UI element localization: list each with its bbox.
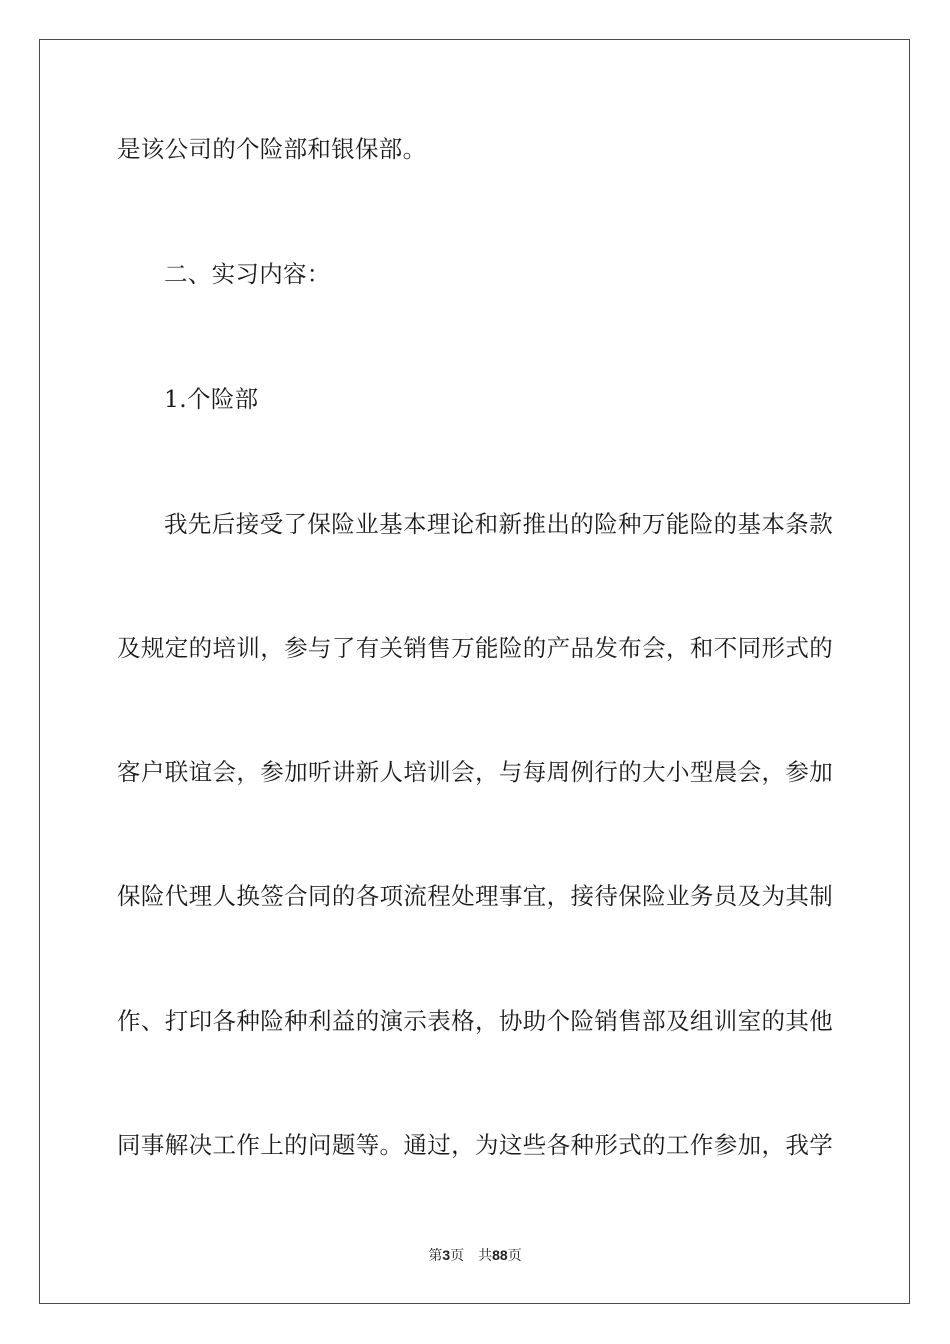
section-heading: 二、实习内容： (164, 260, 331, 288)
footer-page-prefix: 第 (428, 1248, 443, 1264)
paragraph-line: 我先后接受了保险业基本理论和新推出的险种万能险的基本条款 (164, 510, 833, 538)
paragraph-line: 保险代理人换签合同的各项流程处理事宜，接待保险业务员及为其制 (117, 882, 833, 910)
paragraph-line: 及规定的培训，参与了有关销售万能险的产品发布会，和不同形式的 (117, 634, 833, 662)
page-footer (0, 1246, 950, 1265)
paragraph-line: 作、打印各种险种利益的演示表格，协助个险销售部及组训室的其他 (117, 1007, 833, 1035)
footer-total-pages: 88 (492, 1247, 508, 1263)
subsection-heading: 1.个险部 (164, 385, 259, 413)
paragraph-line: 同事解决工作上的问题等。通过，为这些各种形式的工作参加，我学 (117, 1131, 833, 1159)
paragraph-line: 客户联谊会，参加听讲新人培训会，与每周例行的大小型晨会，参加 (117, 758, 833, 786)
footer-page-suffix: 页 (450, 1248, 465, 1264)
footer-page-number: 3 (442, 1247, 451, 1263)
footer-total-suffix: 页 (507, 1248, 522, 1264)
page-border (39, 39, 910, 1304)
paragraph-line: 是该公司的个险部和银保部。 (117, 135, 427, 163)
footer-total-prefix: 共 (478, 1248, 493, 1264)
